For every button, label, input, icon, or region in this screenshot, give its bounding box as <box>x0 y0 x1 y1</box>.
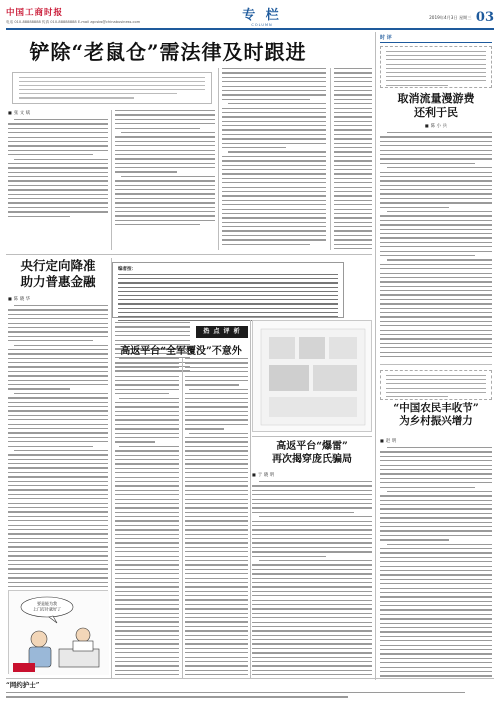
cartoon-graphic <box>9 591 109 675</box>
page-number: 03 <box>475 10 494 25</box>
cartoon-bubble-line2: 上门打针就好了 <box>33 606 61 612</box>
right-article-body <box>380 132 492 360</box>
gaoyuan-right-headline-line-1: 高返平台“爆雷” <box>276 441 348 452</box>
gaoyuan-right-headline-line-2: 再次揭穿庞氏骗局 <box>272 454 352 465</box>
editor-note-label: 编者按： <box>118 267 136 272</box>
section-title-zh: 专 栏 <box>242 8 282 23</box>
left-headline-line-2: 助力普惠金融 <box>20 274 96 289</box>
contact-info: 电话 010-88888888 传真 010-88888888 E-mail zgcsbs@chinabusiness.com <box>6 20 141 24</box>
cartoon-caption: “网约护士” <box>6 681 40 689</box>
main-article-col-4 <box>334 68 372 250</box>
editor-note-box <box>112 262 344 318</box>
right-bottom-headline-line-1: “中国农民丰收节” <box>393 402 479 414</box>
right-quote-box <box>380 370 492 400</box>
masthead-right <box>429 10 494 25</box>
main-headline: 铲除“老鼠仓”需法律及时跟进 <box>29 40 307 64</box>
footer-cartoon-caption-strip <box>6 680 494 700</box>
right-headline-line-2: 还利于民 <box>414 106 458 119</box>
left-headline-line-1: 央行定向降准 <box>20 258 96 273</box>
gaoyuan-right-author: ■ 于 晓 明 <box>252 472 372 478</box>
right-article-author: ■ 陈 小 兵 <box>380 123 492 129</box>
lead-summary-box <box>12 72 212 104</box>
section-title-en: COLUMN <box>251 23 273 27</box>
right-headline-line-1: 取消流量漫游费 <box>397 92 475 105</box>
gaoyuan-left-headline: 高返平台“全军覆没”不意外 <box>120 346 242 357</box>
left-headline-block <box>8 258 108 294</box>
illustration-image <box>252 320 372 432</box>
main-article-col-2 <box>115 110 215 250</box>
section-title <box>232 4 292 28</box>
right-bottom-author: ■ 赵 明 <box>380 438 492 444</box>
left-article-author: ■ 陈 晓 华 <box>8 296 108 302</box>
cartoon-image <box>8 590 108 674</box>
right-intro-box <box>380 46 492 88</box>
issue-date: 2019年4月3日 星期三 <box>429 15 472 20</box>
right-bottom-headline-block <box>380 402 492 436</box>
main-article-col-3 <box>222 68 326 250</box>
masthead-left <box>6 6 176 25</box>
right-bottom-headline-line-2: 为乡村振兴增力 <box>399 415 473 427</box>
right-headline-block <box>380 92 492 132</box>
gaoyuan-left-col-2 <box>185 358 248 678</box>
main-article-col-1 <box>8 110 108 250</box>
paper-name: 中国工商时报 <box>6 8 64 18</box>
main-article-author: ■ 张 文 斌 <box>8 110 108 116</box>
masthead <box>6 4 494 30</box>
cartoon-bubble-line1: 要是能为我 <box>37 601 57 606</box>
gaoyuan-right-headline-block <box>252 440 372 470</box>
gaoyuan-left-col-1 <box>115 358 179 678</box>
gaoyuan-right-body <box>252 472 372 678</box>
right-bottom-article-body <box>380 438 492 678</box>
right-column-label: 时 评 <box>380 35 392 41</box>
left-article-body <box>8 296 108 634</box>
hot-topic-banner: 热 点 评 析 <box>196 326 248 338</box>
illustration-graphic <box>253 321 373 433</box>
